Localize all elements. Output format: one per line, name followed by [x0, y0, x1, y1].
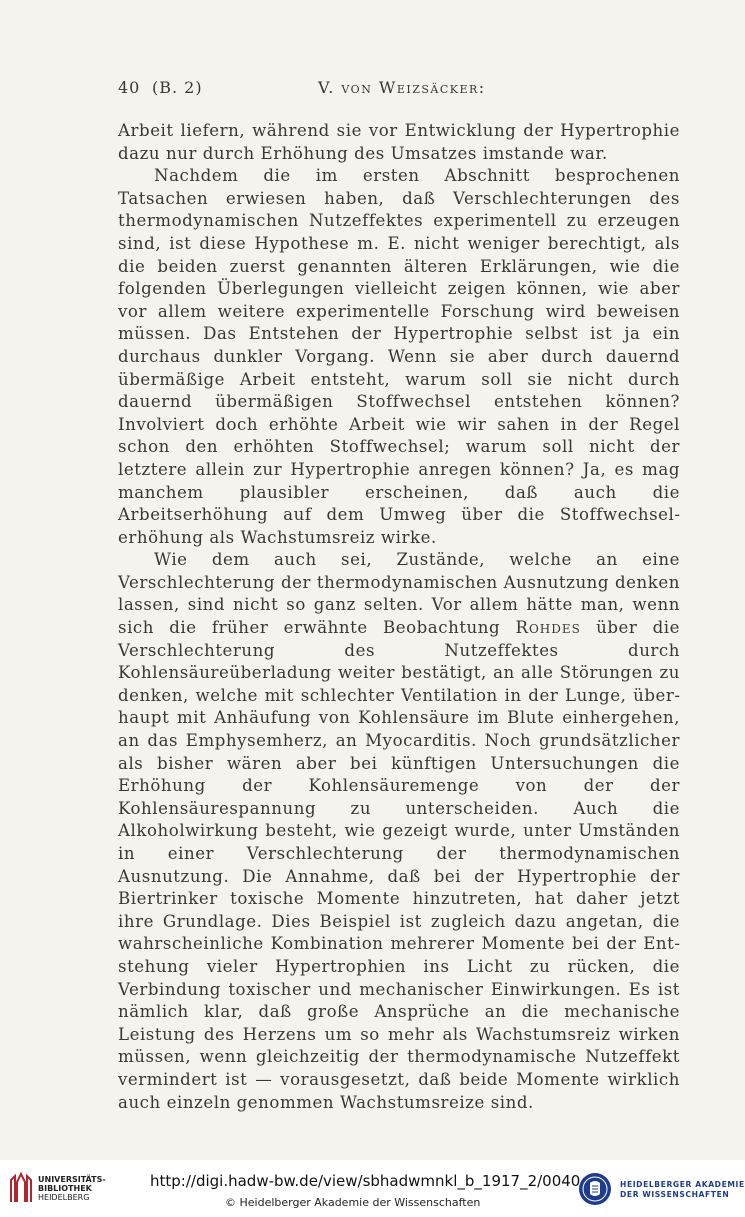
paragraph-3-text-a: Wie dem auch sei, Zustände, welche an eine Verschlechterung der thermodynamischen Ausnutzung denken lassen, sind nicht so ganz selten. Vor allem hätte man, wenn sich die früher erwähnte Beobachtung — [118, 550, 680, 638]
university-library-logo-icon — [8, 1172, 34, 1204]
paragraph-2-text: Nachdem die im ersten Abschnitt besprochenen Tatsachen erwiesen haben, daß Verschlechterungen des thermodynamischen Nutzeffektes experimentell zu erzeugen sind, ist diese Hypothese m. E. nicht weniger berechtigt, als die beiden zuerst genannten älteren Erklärungen, wie die folgenden Überlegungen vielleicht zeigen können, wie aber vor allem weitere experimentelle Forschung wird beweisen müssen. Das Entstehen der Hypertrophie selbst ist ja ein durchaus dunkler Vorgang. Wenn sie aber durch dauernd übermäßige Arbeit entsteht, warum soll sie nicht durch dauernd übermäßigen Stoffwechsel entstehen können? Involviert doch erhöhte Arbeit wie wir sahen in der Regel schon den erhöhten Stoffwechsel; warum soll nicht der letztere allein zur Hypertrophie anregen können? Ja, es mag manchem plausibler erscheinen, daß auch die Arbeitserhöhung auf dem Umweg über die Stoffwechselerhöhung als Wachstumsreiz wirke. — [118, 166, 680, 547]
page-number: 40 — [118, 78, 141, 97]
digitization-footer — [0, 1160, 745, 1217]
running-head-author: V. von Weizsäcker: — [318, 78, 486, 97]
copyright-notice: © Heidelberger Akademie der Wissenschaften — [225, 1196, 481, 1209]
paragraph-2 — [118, 165, 680, 549]
author-name-rohdes: Rohdes — [515, 618, 581, 638]
permalink-url[interactable]: http://digi.hadw-bw.de/view/sbhadwmnkl_b_1917_2/0040 — [150, 1172, 581, 1190]
academy-name: HEIDELBERGER AKADEMIE DER WISSENSCHAFTEN — [620, 1180, 745, 1199]
body-text — [118, 120, 680, 1114]
paragraph-3 — [118, 549, 680, 1114]
section-reference: (B. 2) — [152, 78, 203, 97]
paragraph-3-text-b: über die Verschlechterung des Nutzeffektes durch Kohlensäureüberladung weiter bestätigt, an alle Störungen zu denken, welche mit schlechter Ventilation in der Lunge, überhaupt mit Anhäufung von Kohlensäure im Blute einhergehen, an das Emphysemherz, an Myocarditis. Noch grundsätzlicher als bisher wären aber bei künftigen Untersuchungen die Erhöhung der Kohlensäuremenge von der der Kohlensäurespannung zu unterscheiden. Auch die Alkoholwirkung besteht, wie gezeigt wurde, unter Umständen in einer Verschlechterung der thermodynamischen Ausnutzung. Die Annahme, daß bei der Hypertrophie der Biertrinker toxische Momente hinzutreten, hat daher jetzt ihre Grundlage. Dies Beispiel ist zugleich dazu angetan, die wahrscheinliche Kombination mehrerer Momente bei der Entstehung vieler Hypertrophien ins Licht zu rücken, die Verbindung toxischer und mechanischer Einwirkungen. Es ist nämlich klar, daß große Ansprüche an die mechanische Leistung des Herzens um so mehr als Wachstumsreiz wirken müssen, wenn gleichzeitig der thermodynamische Nutzeffekt vermindert ist — vorausgesetzt, daß beide Momente wirklich auch einzeln genommen Wachstumsreize sind. — [118, 618, 681, 1112]
university-library-name: UNIVERSITÄTS- BIBLIOTHEK HEIDELBERG — [38, 1175, 106, 1202]
paragraph-1: Arbeit liefern, während sie vor Entwicklung der Hypertrophie dazu nur durch Erhöhung des Umsatzes imstande war. — [118, 121, 680, 163]
running-header — [118, 78, 678, 100]
academy-seal-icon — [578, 1172, 612, 1206]
